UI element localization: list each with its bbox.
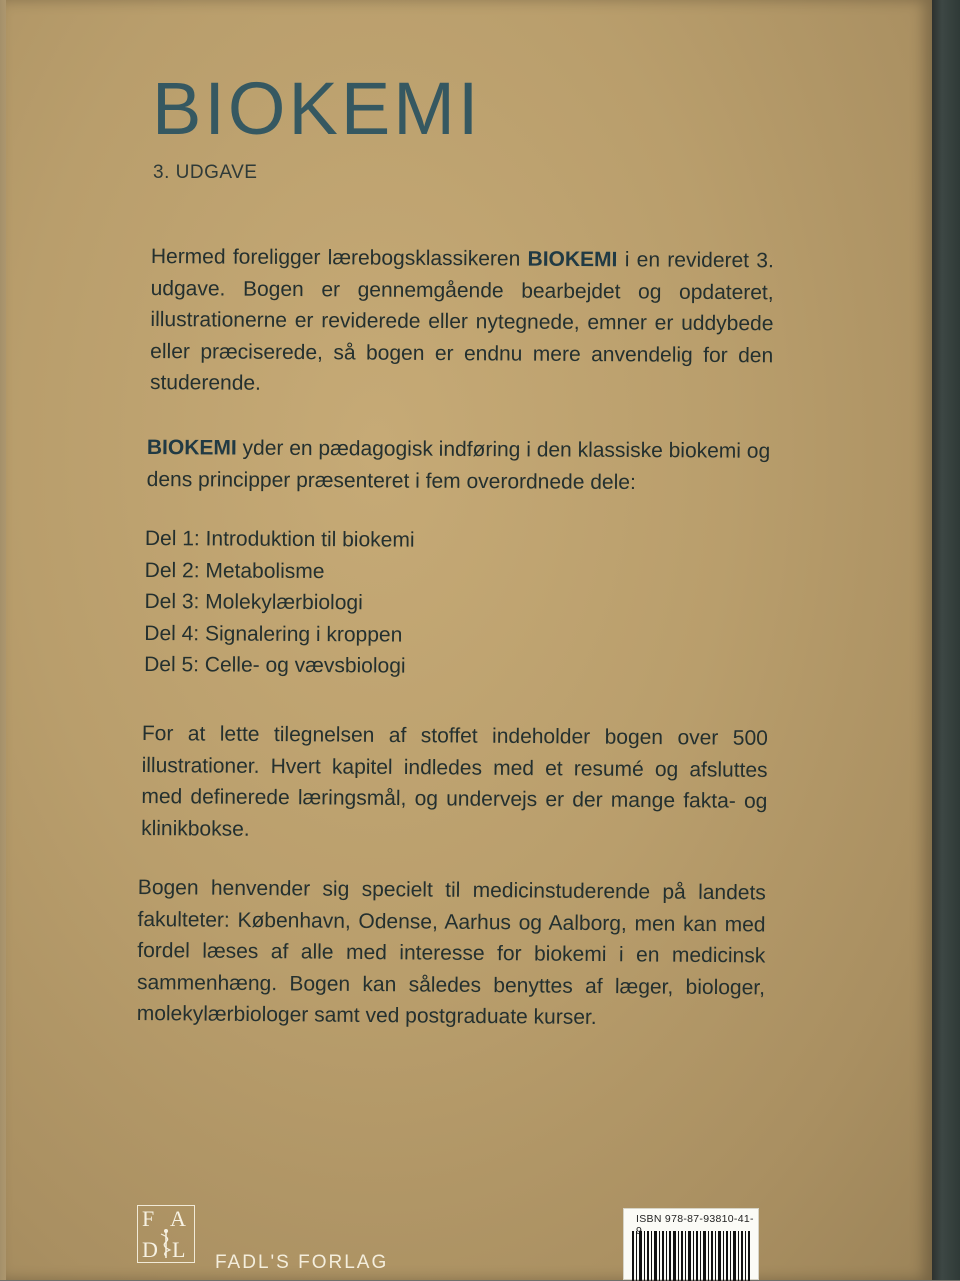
intro-text-start: Hermed foreligger lærebogsklassikeren — [150, 244, 528, 271]
logo-letter-d: D — [142, 1237, 158, 1262]
logo-letter-f: F — [142, 1206, 155, 1231]
audience-paragraph: Bogen henvender sig specielt til medicinstuderende på landets fakulteter: København, Odense, Aarhus og Aalborg, men kan med fordel læses af alle med interesse for biokemi i en medicinsk sammenhæng. Bogen kan således benyttes af læger, biologer, molekylærbiologer samt ved postgraduate kurser. — [136, 875, 766, 1030]
book-back-cover — [6, 0, 932, 1280]
part-item: Del 4: Signalering i kroppen — [144, 621, 403, 647]
overview-title-bold: BIOKEMI — [146, 435, 237, 460]
intro-title-bold: BIOKEMI — [527, 247, 618, 272]
logo-letter-l: L — [172, 1237, 186, 1262]
backdrop-right-edge — [930, 0, 960, 1280]
caduceus-icon — [158, 1228, 174, 1258]
edition-label: 3. UDGAVE — [153, 162, 258, 183]
overview-text: yder en pædagogisk indføring i den klassiske biokemi og dens principper præsenteret i fem overordnede dele: — [146, 436, 771, 494]
isbn-barcode-label — [623, 1208, 759, 1280]
fadl-logo — [137, 1205, 195, 1263]
isbn-number: ISBN 978-87-93810-41- — [636, 1213, 754, 1225]
part-item: Del 3: Molekylærbiologi — [144, 589, 363, 615]
part-item: Del 1: Introduktion til biokemi — [144, 526, 415, 552]
barcode-icon — [632, 1231, 752, 1281]
illustrations-paragraph: For at lette tilegnelsen af stoffet indeholder bogen over 500 illustrationer. Hvert kapitel indledes med et resumé og afsluttes med definerede læringsmål, og undervejs er der mange fakta- og klinikbokse. — [141, 721, 768, 841]
intro-text-end: i en revideret 3. udgave. Bogen er gennemgående bearbejdet og opdateret, illustrationerne er reviderede eller nytegnede, emner er uddybede eller præciserede, så bogen er endnu mere anvendelig for den studerende. — [149, 248, 774, 395]
logo-letter-a: A — [170, 1206, 186, 1231]
overview-paragraph — [147, 432, 772, 499]
publisher-name: FADL'S FORLAG — [215, 1252, 389, 1273]
book-title: BIOKEMI — [152, 67, 482, 150]
part-item: Del 5: Celle- og vævsbiologi — [144, 652, 406, 678]
parts-list — [144, 523, 645, 684]
part-item: Del 2: Metabolisme — [144, 558, 325, 583]
intro-paragraph — [150, 241, 774, 403]
